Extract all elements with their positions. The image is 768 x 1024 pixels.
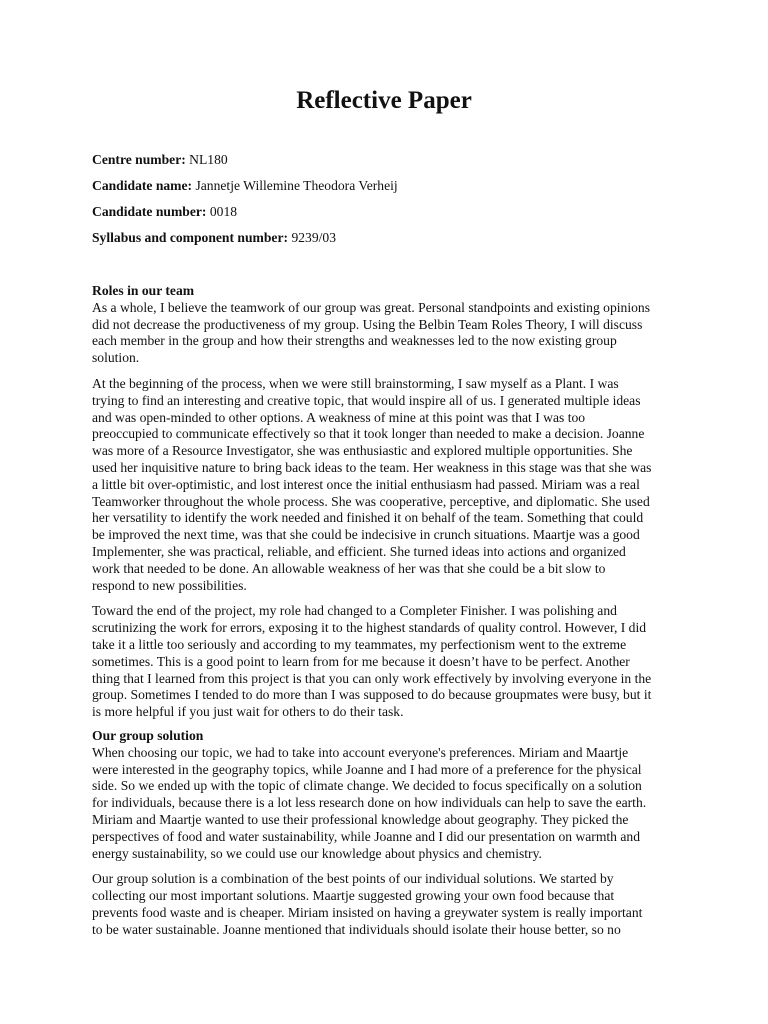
candidate-name-row	[92, 178, 398, 194]
meta-value: NL180	[189, 152, 228, 167]
document-body	[92, 283, 682, 938]
text-line: and was open-minded to other options. A weakness of mine at this point was that I was too	[92, 409, 586, 425]
paragraph	[92, 376, 682, 594]
text-line: Implementer, she was practical, reliable, and efficient. She turned ideas into actions and organized	[92, 543, 626, 559]
text-line: scrutinizing the work for errors, exposing it to the highest standards of quality control. However, I did	[92, 620, 647, 636]
text-line: for individuals, because there is a lot less research done on how individuals can help to save the earth.	[92, 795, 647, 811]
text-line: group. Sometimes I tended to do more than I was supposed to do because groupmates were busy, but it	[92, 687, 652, 703]
text-line: preoccupied to communicate effectively so that it took longer than needed to make a decision. Joanne	[92, 426, 645, 442]
text-line: a little bit over-optimistic, and lost interest once the initial enthusiasm had passed. Miriam was a real	[92, 476, 640, 492]
text-line: side. So we ended up with the topic of climate change. We decided to focus specifically on a solution	[92, 778, 642, 794]
meta-label: Centre number:	[92, 152, 186, 167]
meta-label: Candidate number:	[92, 204, 207, 219]
text-line: When choosing our topic, we had to take into account everyone's preferences. Miriam and Maartje	[92, 744, 629, 760]
meta-value: 9239/03	[291, 230, 336, 245]
text-line: perspectives of food and water sustainability, while Joanne and I did our presentation on warmth and	[92, 828, 641, 844]
text-line: each member in the group and how their strengths and weaknesses led to the now existing group	[92, 333, 617, 349]
paragraph	[92, 745, 682, 863]
text-line: is more helpful if you just wait for others to do their task.	[92, 704, 404, 720]
text-line: trying to find an interesting and creative topic, that would inspire all of us. I generated multiple ideas	[92, 392, 641, 408]
text-line: take it a little too seriously and according to my teammates, my perfectionism went to the extreme	[92, 636, 627, 652]
text-line: respond to new possibilities.	[92, 577, 247, 593]
text-line: thing that I learned from this project is that you can only work effectively by involving everyone in the	[92, 670, 652, 686]
text-line: be improved the next time, was that she could be indecisive in crunch situations. Maartje was a good	[92, 527, 640, 543]
text-line: Our group solution is a combination of the best points of our individual solutions. We started by	[92, 871, 614, 887]
text-line: energy sustainability, so we could use our knowledge about physics and chemistry.	[92, 845, 542, 861]
candidate-info	[92, 152, 398, 256]
text-line: did not decrease the productiveness of my group. Using the Belbin Team Roles Theory, I will discuss	[92, 316, 643, 332]
section	[92, 283, 682, 721]
text-line: sometimes. This is a good point to learn from for me because it doesn’t have to be perfect. Another	[92, 653, 630, 669]
text-line: prevents food waste and is cheaper. Miriam insisted on having a greywater system is really important	[92, 904, 643, 920]
section-heading: Our group solution	[92, 727, 204, 743]
text-line: solution.	[92, 350, 140, 366]
text-line: collecting our most important solutions. Maartje suggested growing your own food because that	[92, 888, 615, 904]
paragraph	[92, 871, 682, 938]
meta-value: 0018	[209, 204, 238, 219]
text-line: At the beginning of the process, when we were still brainstorming, I saw myself as a Plant. I was	[92, 375, 619, 391]
text-line: work that needed to be done. An allowable weakness of her was that she could be a bit slow to	[92, 560, 606, 576]
text-line: her versatility to identify the work needed and finished it on behalf of the team. Something that could	[92, 510, 644, 526]
meta-value: Jannetje Willemine Theodora Verheij	[195, 178, 398, 193]
text-line: were interested in the geography topics, while Joanne and I had more of a preference for the physical	[92, 761, 642, 777]
text-line: Miriam and Maartje wanted to use their professional knowledge about geography. They picked the	[92, 811, 629, 827]
candidate-number-row	[92, 204, 398, 220]
text-line: Teamworker throughout the whole process. She was cooperative, perceptive, and diplomatic. She used	[92, 493, 650, 509]
text-line: used her inquisitive nature to bring back ideas to the team. Her weakness in this stage was that she was	[92, 459, 652, 475]
paragraph	[92, 603, 682, 721]
text-line: was more of a Resource Investigator, she was enthusiastic and explored multiple opportunities. She	[92, 443, 633, 459]
text-line: to be water sustainable. Joanne mentioned that individuals should isolate their house better, so no	[92, 921, 621, 937]
centre-number-row	[92, 152, 398, 168]
section-heading: Roles in our team	[92, 283, 195, 298]
paragraph	[92, 300, 682, 367]
meta-label: Candidate name:	[92, 178, 193, 193]
page-title: Reflective Paper	[296, 87, 472, 114]
syllabus-number-row	[92, 230, 398, 246]
meta-label: Syllabus and component number:	[92, 230, 289, 245]
section	[92, 728, 682, 939]
text-line: As a whole, I believe the teamwork of our group was great. Personal standpoints and existing opinions	[92, 299, 650, 315]
text-line: Toward the end of the project, my role had changed to a Completer Finisher. I was polishing and	[92, 603, 617, 619]
